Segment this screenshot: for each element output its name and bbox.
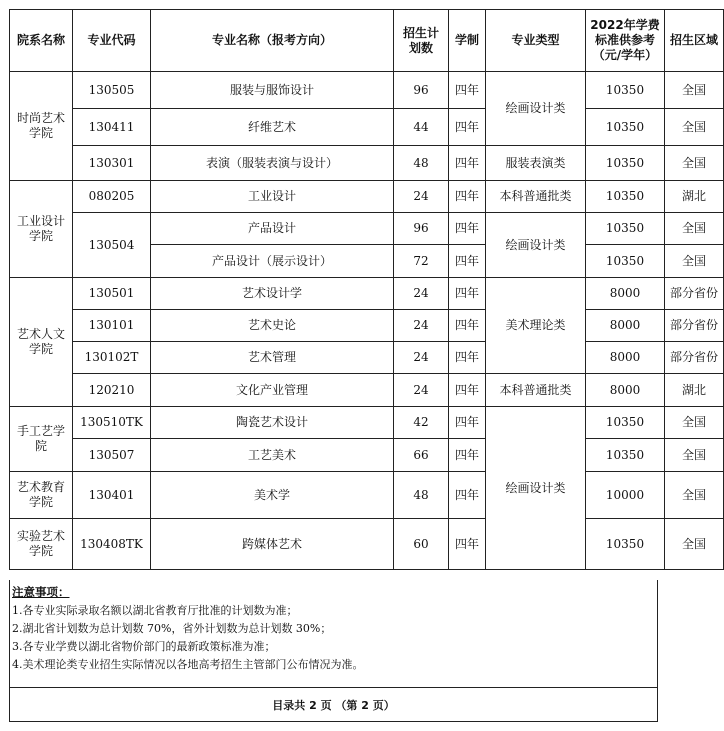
region-cell: 全国 <box>665 146 724 181</box>
major-cell: 纤维艺术 <box>151 109 394 146</box>
table-row <box>10 109 724 146</box>
type-cell: 美术理论类 <box>486 278 586 374</box>
header-fee: 2022年学费标准供参考（元/学年） <box>586 10 665 72</box>
code-cell: 130501 <box>73 278 151 310</box>
major-cell: 跨媒体艺术 <box>151 519 394 570</box>
college-cell: 艺术人文学院 <box>10 278 73 407</box>
fee-cell: 8000 <box>586 342 665 374</box>
major-cell: 文化产业管理 <box>151 374 394 407</box>
table-row <box>10 472 724 519</box>
note-item: 2.湖北省计划数为总计划数 70%，省外计划数为总计划数 30%； <box>12 622 332 635</box>
fee-cell: 10350 <box>586 439 665 472</box>
duration-cell: 四年 <box>449 181 486 213</box>
major-cell: 工业设计 <box>151 181 394 213</box>
plan-cell: 24 <box>394 374 449 407</box>
region-cell: 全国 <box>665 72 724 109</box>
fee-cell: 8000 <box>586 278 665 310</box>
page-footer <box>9 687 658 722</box>
plan-cell: 24 <box>394 310 449 342</box>
header-row <box>10 10 724 72</box>
fee-cell: 10350 <box>586 519 665 570</box>
college-cell: 工业设计学院 <box>10 181 73 278</box>
plan-cell: 48 <box>394 146 449 181</box>
plan-cell: 96 <box>394 72 449 109</box>
fee-cell: 10350 <box>586 181 665 213</box>
note-item: 4.美术理论类专业招生实际情况以各地高考招生主管部门公布情况为准。 <box>12 658 364 671</box>
code-cell: 130408TK <box>73 519 151 570</box>
plan-cell: 66 <box>394 439 449 472</box>
duration-cell: 四年 <box>449 439 486 472</box>
code-cell: 130301 <box>73 146 151 181</box>
duration-cell: 四年 <box>449 213 486 245</box>
table-row <box>10 374 724 407</box>
fee-cell: 10350 <box>586 109 665 146</box>
notes-section <box>9 580 658 688</box>
header-major: 专业名称（报考方向） <box>151 10 394 72</box>
plan-cell: 42 <box>394 407 449 439</box>
type-cell: 绘画设计类 <box>486 213 586 278</box>
major-cell: 陶瓷艺术设计 <box>151 407 394 439</box>
type-cell: 服装表演类 <box>486 146 586 181</box>
college-cell: 时尚艺术学院 <box>10 72 73 181</box>
duration-cell: 四年 <box>449 146 486 181</box>
type-cell: 本科普通批类 <box>486 181 586 213</box>
duration-cell: 四年 <box>449 472 486 519</box>
type-cell: 绘画设计类 <box>486 72 586 146</box>
header-type: 专业类型 <box>486 10 586 72</box>
fee-cell: 10350 <box>586 72 665 109</box>
region-cell: 全国 <box>665 213 724 245</box>
header-region: 招生区域 <box>665 10 724 72</box>
code-cell: 130411 <box>73 109 151 146</box>
code-cell: 130401 <box>73 472 151 519</box>
code-cell: 130102T <box>73 342 151 374</box>
code-cell: 080205 <box>73 181 151 213</box>
duration-cell: 四年 <box>449 407 486 439</box>
table-row <box>10 146 724 181</box>
plan-cell: 24 <box>394 342 449 374</box>
fee-cell: 10000 <box>586 472 665 519</box>
duration-cell: 四年 <box>449 342 486 374</box>
college-cell: 艺术教育学院 <box>10 472 73 519</box>
region-cell: 部分省份 <box>665 278 724 310</box>
plan-cell: 96 <box>394 213 449 245</box>
code-cell: 130504 <box>73 213 151 278</box>
header-college: 院系名称 <box>10 10 73 72</box>
region-cell: 全国 <box>665 109 724 146</box>
major-cell: 艺术管理 <box>151 342 394 374</box>
header-duration: 学制 <box>449 10 486 72</box>
plan-cell: 24 <box>394 278 449 310</box>
fee-cell: 8000 <box>586 374 665 407</box>
fee-cell: 10350 <box>586 407 665 439</box>
region-cell: 部分省份 <box>665 310 724 342</box>
plan-cell: 72 <box>394 245 449 278</box>
duration-cell: 四年 <box>449 374 486 407</box>
duration-cell: 四年 <box>449 278 486 310</box>
duration-cell: 四年 <box>449 109 486 146</box>
enrollment-table <box>9 9 724 570</box>
table-row <box>10 72 724 109</box>
header-code: 专业代码 <box>73 10 151 72</box>
duration-cell: 四年 <box>449 519 486 570</box>
plan-cell: 48 <box>394 472 449 519</box>
note-item: 1.各专业实际录取名额以湖北省教育厅批准的计划数为准； <box>12 604 298 617</box>
table-row <box>10 181 724 213</box>
plan-cell: 24 <box>394 181 449 213</box>
table-row <box>10 407 724 439</box>
duration-cell: 四年 <box>449 72 486 109</box>
major-cell: 产品设计（展示设计） <box>151 245 394 278</box>
table-row <box>10 278 724 310</box>
fee-cell: 10350 <box>586 245 665 278</box>
region-cell: 全国 <box>665 407 724 439</box>
major-cell: 艺术设计学 <box>151 278 394 310</box>
code-cell: 130510TK <box>73 407 151 439</box>
region-cell: 全国 <box>665 472 724 519</box>
table-row <box>10 310 724 342</box>
code-cell: 130507 <box>73 439 151 472</box>
major-cell: 艺术史论 <box>151 310 394 342</box>
major-cell: 表演（服装表演与设计） <box>151 146 394 181</box>
fee-cell: 10350 <box>586 213 665 245</box>
fee-cell: 8000 <box>586 310 665 342</box>
table-row <box>10 519 724 570</box>
region-cell: 全国 <box>665 439 724 472</box>
table-row <box>10 439 724 472</box>
page-count: 目录共 2 页 （第 2 页） <box>272 699 395 712</box>
note-item: 3.各专业学费以湖北省物价部门的最新政策标准为准； <box>12 640 276 653</box>
college-cell: 手工艺学院 <box>10 407 73 472</box>
region-cell: 全国 <box>665 245 724 278</box>
major-cell: 产品设计 <box>151 213 394 245</box>
plan-cell: 44 <box>394 109 449 146</box>
plan-cell: 60 <box>394 519 449 570</box>
region-cell: 全国 <box>665 519 724 570</box>
header-plan: 招生计划数 <box>394 10 449 72</box>
type-cell: 绘画设计类 <box>486 407 586 570</box>
region-cell: 湖北 <box>665 181 724 213</box>
college-cell: 实验艺术学院 <box>10 519 73 570</box>
type-cell: 本科普通批类 <box>486 374 586 407</box>
region-cell: 部分省份 <box>665 342 724 374</box>
duration-cell: 四年 <box>449 245 486 278</box>
code-cell: 120210 <box>73 374 151 407</box>
region-cell: 湖北 <box>665 374 724 407</box>
table-row <box>10 342 724 374</box>
code-cell: 130101 <box>73 310 151 342</box>
code-cell: 130505 <box>73 72 151 109</box>
major-cell: 工艺美术 <box>151 439 394 472</box>
notes-title: 注意事项： <box>12 585 70 599</box>
major-cell: 服装与服饰设计 <box>151 72 394 109</box>
major-cell: 美术学 <box>151 472 394 519</box>
table-row <box>10 213 724 245</box>
duration-cell: 四年 <box>449 310 486 342</box>
fee-cell: 10350 <box>586 146 665 181</box>
